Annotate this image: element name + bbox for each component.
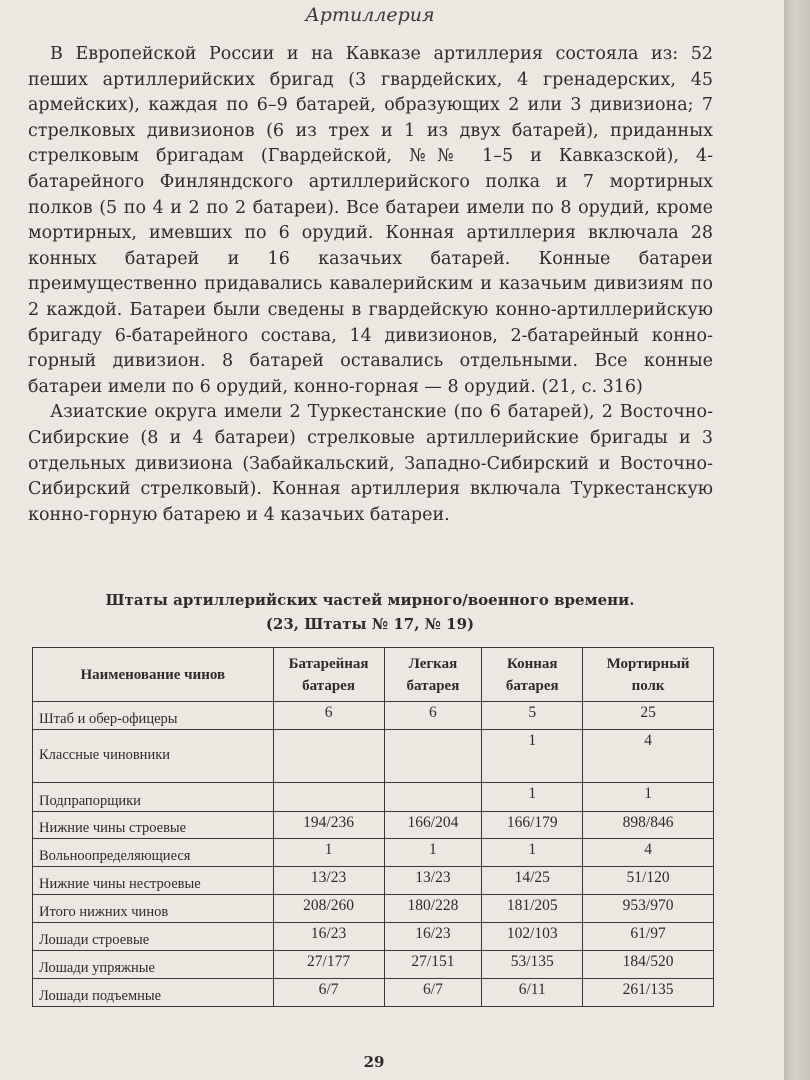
cell-horse-battery: 14/25: [482, 867, 583, 895]
row-label: Вольноопределяющиеся: [33, 839, 274, 867]
table-title: [0, 588, 740, 636]
row-label: Лошади строевые: [33, 923, 274, 951]
cell-horse-battery: 1: [482, 783, 583, 812]
body-text: [28, 42, 713, 528]
cell-mortar-regiment: 4: [583, 730, 714, 783]
cell-mortar-regiment: 953/970: [583, 895, 714, 923]
table-row: [33, 839, 714, 867]
cell-light-battery: 16/23: [384, 923, 482, 951]
cell-battery: 6: [273, 702, 384, 730]
row-label: Нижние чины строевые: [33, 812, 274, 839]
row-label: Лошади подъемные: [33, 979, 274, 1007]
cell-mortar-regiment: 261/135: [583, 979, 714, 1007]
page-number: 29: [363, 1053, 385, 1071]
cell-mortar-regiment: 25: [583, 702, 714, 730]
cell-light-battery: 1: [384, 839, 482, 867]
table-row: [33, 783, 714, 812]
cell-battery: 1: [273, 839, 384, 867]
header-light-battery: Легкая батарея: [384, 648, 482, 702]
cell-horse-battery: 102/103: [482, 923, 583, 951]
cell-battery: 208/260: [273, 895, 384, 923]
table-row: [33, 867, 714, 895]
cell-battery: 13/23: [273, 867, 384, 895]
cell-battery: 6/7: [273, 979, 384, 1007]
cell-light-battery: [384, 730, 482, 783]
cell-battery: 194/236: [273, 812, 384, 839]
row-label: Нижние чины нестроевые: [33, 867, 274, 895]
cell-light-battery: 166/204: [384, 812, 482, 839]
cell-light-battery: 180/228: [384, 895, 482, 923]
cell-horse-battery: 6/11: [482, 979, 583, 1007]
running-head: Артиллерия: [305, 4, 435, 26]
cell-light-battery: 27/151: [384, 951, 482, 979]
table-row: [33, 923, 714, 951]
table-row: [33, 702, 714, 730]
table-title-line-1: Штаты артиллерийских частей мирного/военного времени.: [105, 591, 635, 609]
header-horse-battery: Конная батарея: [482, 648, 583, 702]
row-label: Лошади упряжные: [33, 951, 274, 979]
cell-battery: [273, 730, 384, 783]
row-label: Итого нижних чинов: [33, 895, 274, 923]
cell-battery: 27/177: [273, 951, 384, 979]
cell-horse-battery: 1: [482, 730, 583, 783]
header-mortar-regiment: Мортирный полк: [583, 648, 714, 702]
table-row: [33, 895, 714, 923]
header-battery: Батарейная батарея: [273, 648, 384, 702]
cell-horse-battery: 181/205: [482, 895, 583, 923]
cell-horse-battery: 53/135: [482, 951, 583, 979]
table-title-line-2: (23, Штаты № 17, № 19): [265, 615, 475, 633]
paragraph-2: Азиатские округа имели 2 Туркестанские (по 6 батарей), 2 Восточно-Сибирские (8 и 4 батареи) стрелковые артиллерийские бригады и 3 отдельных дивизиона (Забайкальский, Западно-Сибирский и Восточно-Сибирский стрелковый). Конная артиллерия включала Туркестанскую конно-горную батарею и 4 казачьих батареи.: [28, 402, 713, 525]
cell-light-battery: 6/7: [384, 979, 482, 1007]
table-row: [33, 951, 714, 979]
book-page-edge: [784, 0, 810, 1080]
cell-mortar-regiment: 4: [583, 839, 714, 867]
table-row: [33, 979, 714, 1007]
table-row: [33, 812, 714, 839]
cell-mortar-regiment: 898/846: [583, 812, 714, 839]
staff-table: [32, 647, 714, 1007]
paragraph-1: В Европейской России и на Кавказе артиллерия состояла из: 52 пеших артиллерийских бригад (3 гвардейских, 4 гренадерских, 45 армейских), каждая по 6–9 батарей, образующих 2 или 3 дивизиона; 7 стрелковых дивизионов (6 из трех и 1 из двух батарей), приданных стрелковым бригадам (Гвардейской, №№ 1–5 и Кавказской), 4-батарейного Финляндского артиллерийского полка и 7 мортирных полков (5 по 4 и 2 по 2 батареи). Все батареи имели по 8 орудий, кроме мортирных, имевших по 6 орудий. Конная артиллерия включала 28 конных батарей и 16 казачьих батарей. Конные батареи преимущественно придавались кавалерийским и казачьим дивизиям по 2 каждой. Батареи были сведены в гвардейскую конно-артиллерийскую бригаду 6-батарейного состава, 14 дивизионов, 2-батарейный конно-горный дивизион. 8 батарей оставались отдельными. Все конные батареи имели по 6 орудий, конно-горная — 8 орудий. (21, с. 316): [28, 44, 713, 397]
row-label: Классные чиновники: [33, 730, 274, 783]
cell-mortar-regiment: 61/97: [583, 923, 714, 951]
cell-mortar-regiment: 184/520: [583, 951, 714, 979]
cell-horse-battery: 1: [482, 839, 583, 867]
cell-horse-battery: 166/179: [482, 812, 583, 839]
cell-light-battery: 6: [384, 702, 482, 730]
table-header-row: [33, 648, 714, 702]
cell-horse-battery: 5: [482, 702, 583, 730]
cell-light-battery: 13/23: [384, 867, 482, 895]
header-rank-name: Наименование чинов: [33, 648, 274, 702]
cell-light-battery: [384, 783, 482, 812]
row-label: Подпрапорщики: [33, 783, 274, 812]
cell-mortar-regiment: 1: [583, 783, 714, 812]
row-label: Штаб и обер-офицеры: [33, 702, 274, 730]
cell-battery: 16/23: [273, 923, 384, 951]
table-row: [33, 730, 714, 783]
cell-mortar-regiment: 51/120: [583, 867, 714, 895]
cell-battery: [273, 783, 384, 812]
